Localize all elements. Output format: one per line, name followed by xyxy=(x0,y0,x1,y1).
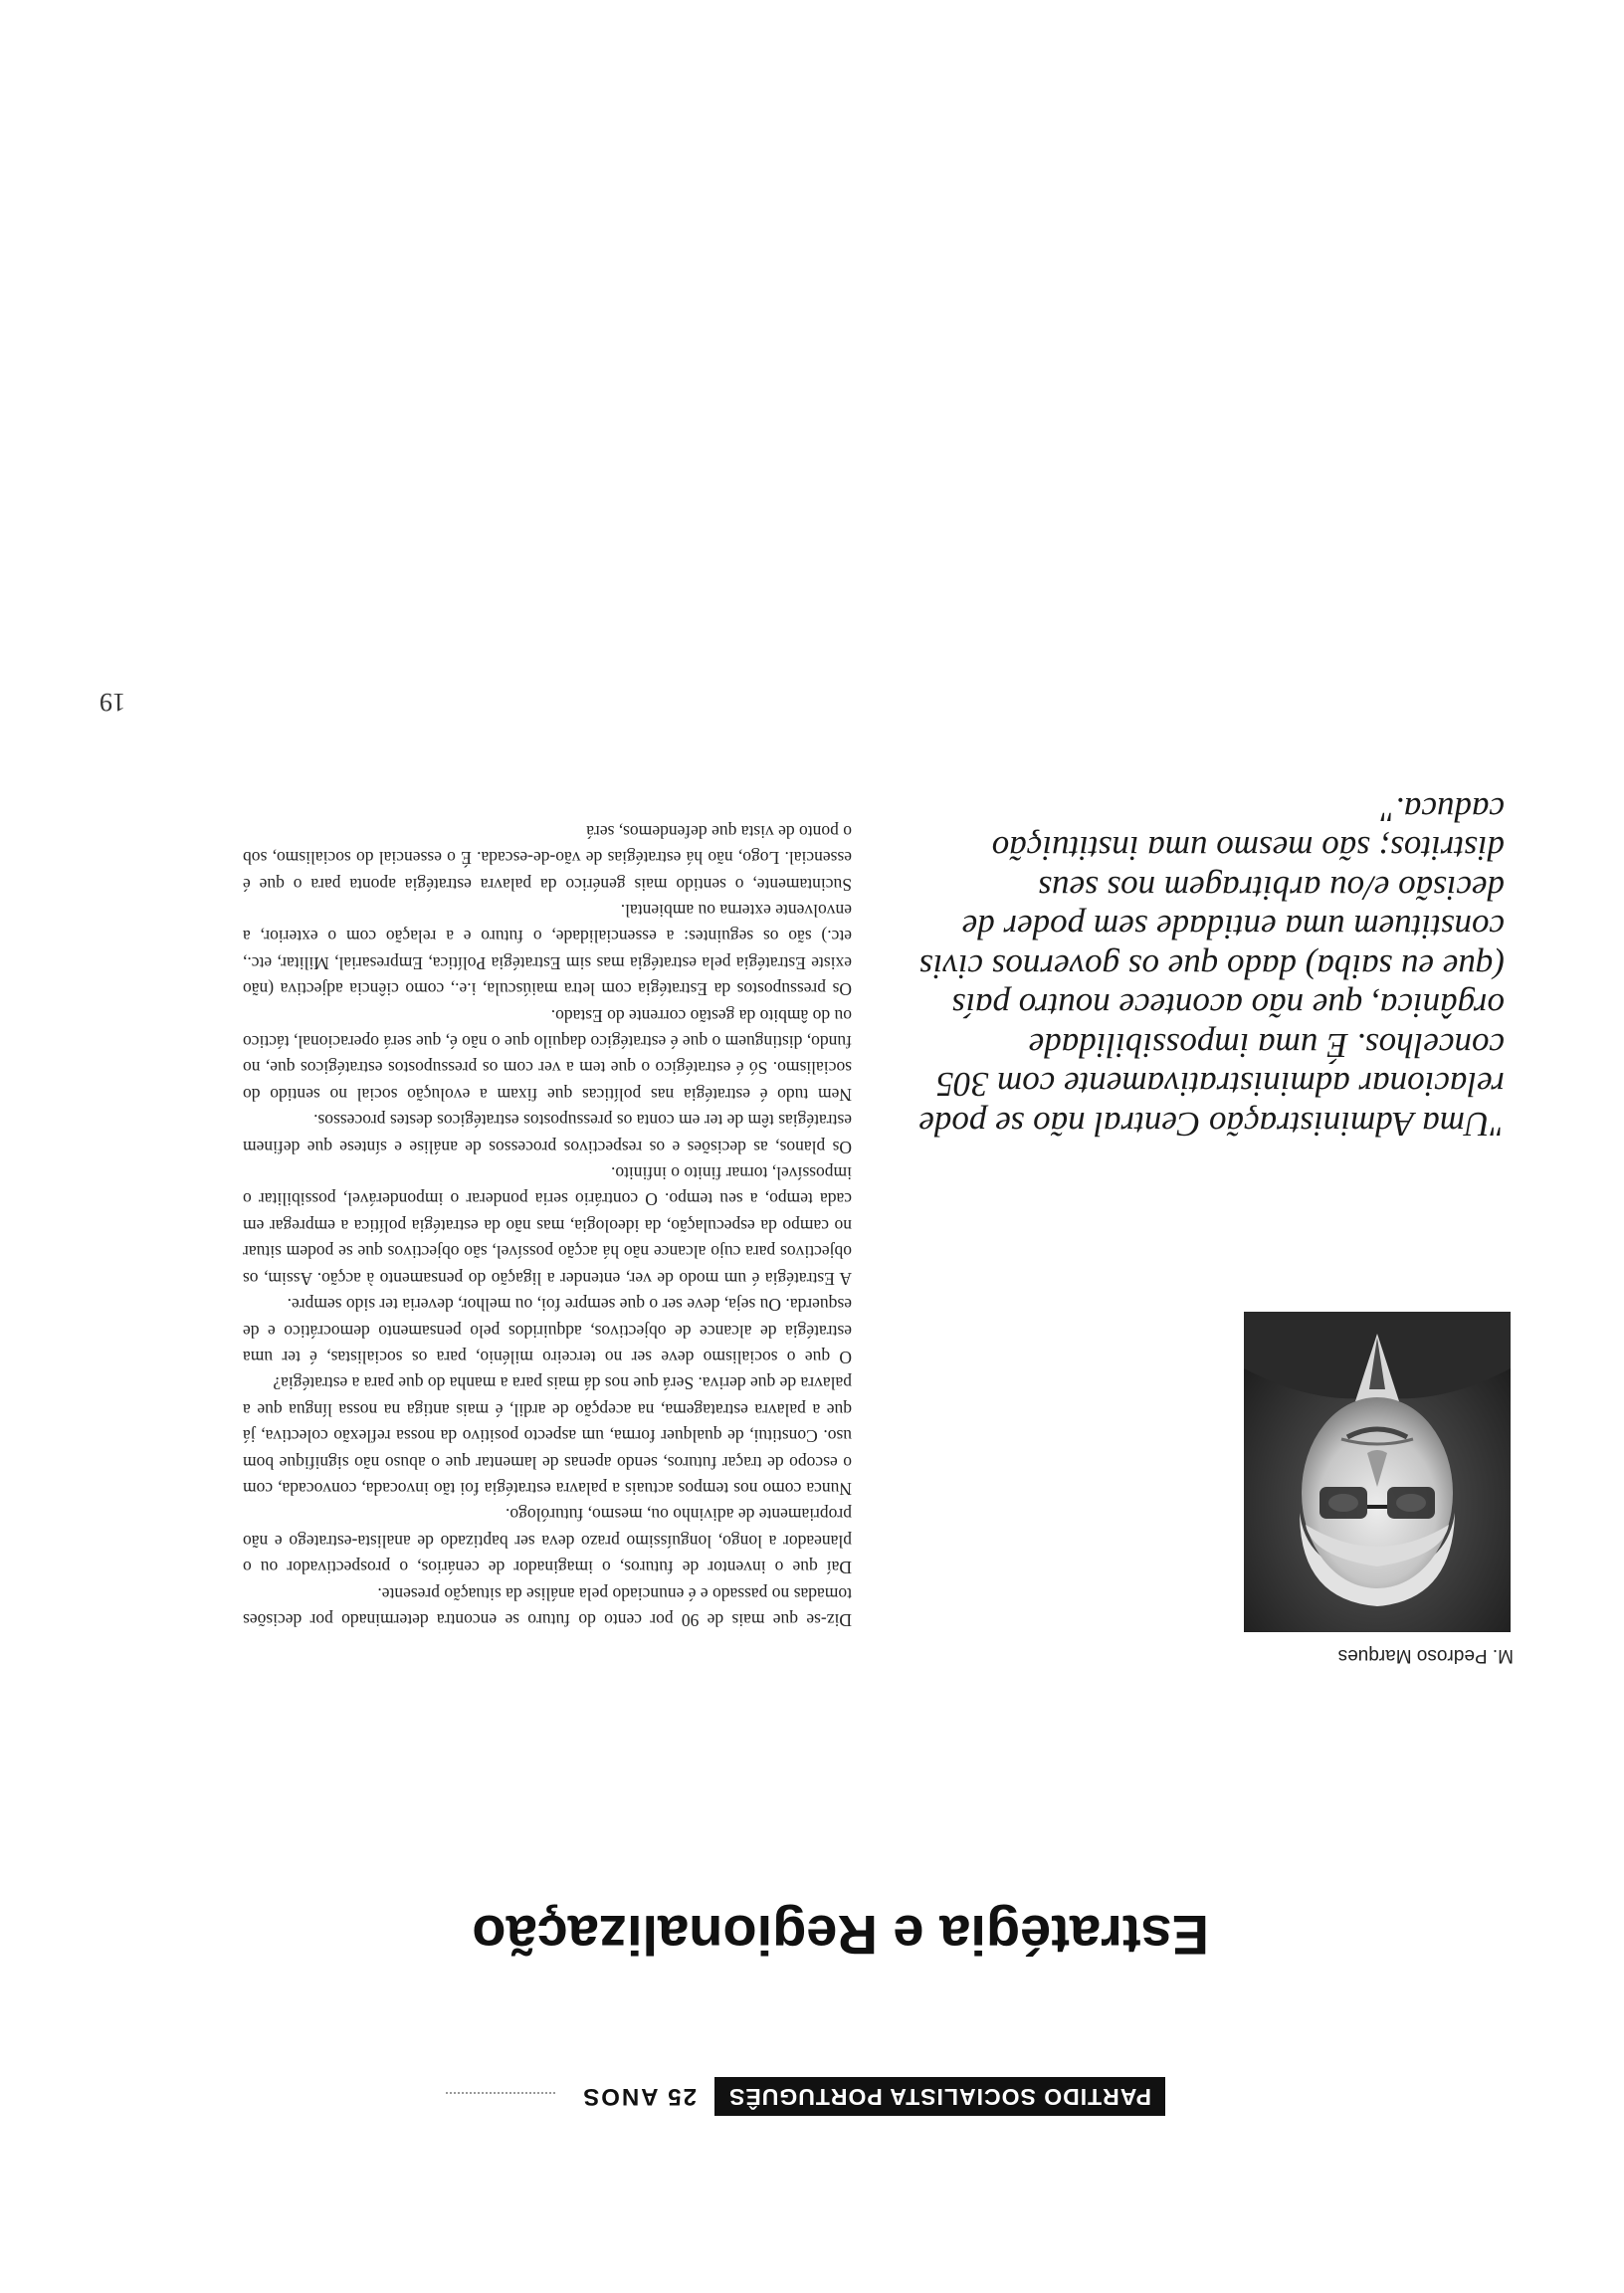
article-body xyxy=(243,818,852,1633)
author-portrait-photo xyxy=(1244,1312,1511,1632)
body-paragraph: O que o socialismo deve ser no terceiro milénio, para os socialistas, é ter uma estratégia de alcance de objectivos, adquiridos pelo pensamento democrático e de esquerda. Ou seja, deve ser o que sempre foi, ou melhor, deveria ter sido sempre. xyxy=(243,1295,852,1367)
body-paragraph: Nem tudo é estratégia nas políticas que fixam a evolução social no sentido do socialismo. Só é estratégico o que tem a ver com os pressupostos estratégicos que, no fundo, distinguem o que é estratégico daquilo que o não é, que será operacional, táctico ou do âmbito da gestão corrente do Estado. xyxy=(243,1005,852,1105)
body-paragraph: Os planos, as decisões e os respectivos processos de análise e síntese que definem estratégias têm de ter em conta os pressupostos estratégicos destes processos. xyxy=(243,1111,852,1157)
pull-quote: "Uma Administração Central não se pode relacionar administrativamente com 305 concelhos. É uma impossibilidade orgânica, que não acontece noutro país (que eu saiba) dado que os governos civis constituem uma entidade sem poder de decisão e/ou arbitragem nos seus distritos; são mesmo uma instituição caduca." xyxy=(918,790,1505,1144)
article-title: Estratégia e Regionalização xyxy=(472,1904,1209,1967)
page-number: 19 xyxy=(100,688,125,717)
body-paragraph: Sucintamente, o sentido mais genérico da palavra estratégia aponta para o que é essencial. Logo, não há estratégias de vão-de-escada. É o essencial do socialismo, sob o ponto de vista que defendemos, será xyxy=(243,821,852,895)
body-paragraph: Nunca como nos tempos actuais a palavra estratégia foi tão invocada, convocada, com o escopo de traçar futuros, sendo apenas de lamentar que o abuso não signifique bom uso. Constitui, de qualquer forma, um aspecto positivo da nossa reflexão colectiva, já que a palavra estratagema, na acepção de ardil, é mais antiga na nossa língua que a palavra de que deriva. Será que nos dá mais para a manha do que para a estratégia? xyxy=(243,1373,852,1499)
publication-header xyxy=(581,2077,1165,2116)
photo-caption: M. Pedroso Marques xyxy=(1337,1645,1514,1666)
body-paragraph: Os pressupostos da Estratégia com letra maiúscula, i.e., como ciência adjectiva (não existe Estratégia pela estratégia mas sim Estratégia Política, Empresarial, Militar, etc., etc.) são os seguintes: a essencialidade, o futuro e a relação com o exterior, a envolvente externa ou ambiental. xyxy=(243,901,852,1000)
body-paragraph: Diz-se que mais de 90 por cento do futuro se encontra determinado por decisões tomadas no passado e é enunciado pela análise da situação presente. xyxy=(243,1583,852,1630)
body-paragraph: A Estratégia é um modo de ver, entender a ligação do pensamento à acção. Assim, os objectivos para cujo alcance não há acção possível, são objectivos que se podem situar no campo da especulação, da ideologia, mas não da estratégia política a empregar em cada tempo, a seu tempo. O contrário seria ponderar o imponderável, possibilitar o impossível, tornar finito o infinito. xyxy=(243,1163,852,1289)
body-paragraph: Daí que o inventor de futuros, o imaginador de cenários, o prospectivador ou o planeador a longo, longuíssimo prazo deva ser baptizado de analista-estratego e não propriamente de adivinho ou, mesmo, futurólogo. xyxy=(243,1505,852,1578)
header-divider xyxy=(446,2092,555,2094)
header-anniversary: 25 ANOS xyxy=(581,2083,698,2111)
header-section-label: PARTIDO SOCIALISTA PORTUGUÊS xyxy=(714,2077,1165,2116)
